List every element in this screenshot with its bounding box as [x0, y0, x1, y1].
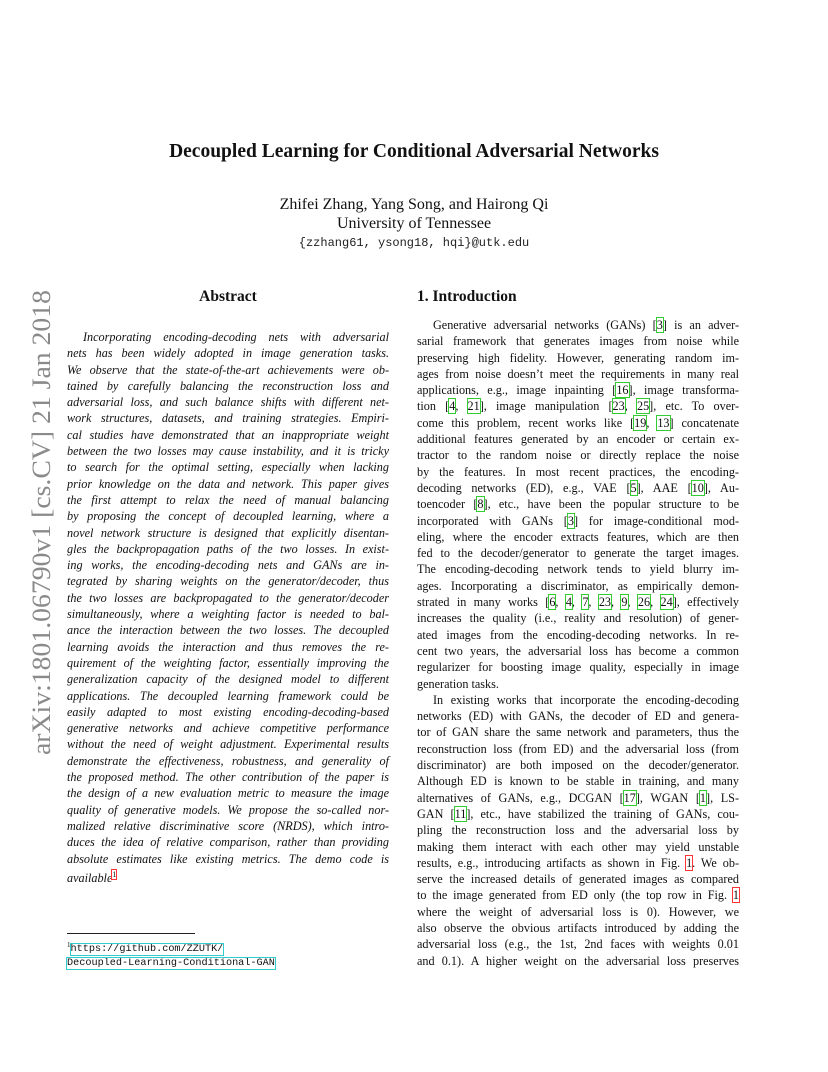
- abstract-line: generalization capacity of the designed model to different: [67, 672, 389, 687]
- introduction-heading: 1. Introduction: [417, 288, 517, 305]
- introduction-line: Although ED is known to be stable in training, and many: [417, 774, 739, 789]
- abstract-line: the first attempt to relax the need of manual balancing: [67, 492, 389, 507]
- footnote: [67, 938, 389, 971]
- citation-link[interactable]: 24: [660, 595, 673, 610]
- footnote-link[interactable]: https://github.com/ZZUTK/: [70, 944, 224, 956]
- abstract-line: without the need of weight adjustment. Experimental results: [67, 737, 389, 752]
- arxiv-id-text: arXiv:1801.06790v1 [cs.CV] 21 Jan 2018: [27, 318, 56, 755]
- abstract-line: simultaneously, where a weighting factor is needed to bal-: [67, 607, 389, 622]
- introduction-line: reconstruction loss (from ED) and the adversarial loss (from: [417, 741, 739, 756]
- introduction-line: also observe the obvious artifacts introduced by adding the: [417, 920, 739, 935]
- introduction-line: Generative adversarial networks (GANs) [3] is an adver-: [433, 318, 740, 332]
- introduction-line: pling the reconstruction loss and the adversarial loss by: [417, 823, 739, 838]
- abstract-line: the design of a new evaluation metric to measure the image: [67, 786, 389, 801]
- introduction-line: toencoder [8], etc., have been the popular structure to be: [417, 497, 739, 512]
- citation-link[interactable]: 3: [656, 318, 663, 332]
- author-emails: {zzhang61, ysong18, hqi}@utk.edu: [298, 236, 530, 250]
- citation-link[interactable]: 8: [477, 497, 484, 512]
- introduction-line: to the image generated from ED only (the top row in Fig. 1: [417, 888, 739, 903]
- introduction-line: ages. Incorporating a discriminator, as empirically demon-: [417, 578, 739, 593]
- abstract-line: the two losses are backpropagated to the generator/decoder: [67, 590, 389, 605]
- citation-link[interactable]: 10: [691, 480, 704, 495]
- citation-link[interactable]: 6: [549, 595, 556, 610]
- introduction-line: GAN [11], etc., have stabilized the training of GANs, cou-: [417, 806, 739, 821]
- abstract-body: [67, 329, 389, 886]
- introduction-line: making them interact with each other may yield unstable: [417, 839, 739, 854]
- introduction-line: adversarial loss (e.g., the 1st, 2nd faces with weights 0.01: [417, 937, 739, 952]
- abstract-heading: Abstract: [199, 288, 257, 305]
- introduction-line: The encoding-decoding network tends to yield blurry im-: [417, 562, 739, 577]
- introduction-line: regularizer for boosting image quality, especially in image: [417, 660, 739, 675]
- abstract-line: novel network structure is designed that explicitly disentan-: [67, 525, 389, 540]
- introduction-line: tion [4, 21], image manipulation [23, 25], etc. To over-: [417, 399, 740, 414]
- abstract-line: between the two losses may cause instability, and it is tricky: [67, 444, 389, 459]
- introduction-line: generation tasks.: [417, 676, 499, 691]
- introduction-line: tractor to the random noise or directly replace the noise: [417, 448, 739, 463]
- abstract-line: applications. The decoupled learning framework could be: [67, 688, 389, 703]
- author-list: Zhifei Zhang, Yang Song, and Hairong Qi: [279, 196, 549, 213]
- citation-link[interactable]: 16: [616, 383, 629, 398]
- introduction-line: by the features. In most recent practices, the encoding-: [417, 464, 739, 479]
- introduction-line: where the weight of adversarial loss is 0). However, we: [417, 904, 739, 919]
- abstract-line: tegrated by sharing weights on the generator/decoder, thus: [67, 574, 389, 589]
- introduction-line: strated in many works [6, 4, 7, 23, 9, 26, 24], effectively: [417, 595, 740, 610]
- citation-link[interactable]: 25: [636, 399, 650, 414]
- introduction-line: cent two years, the adversarial loss has become a common: [417, 643, 739, 658]
- introduction-line: sarial framework that generates images from noise while: [417, 334, 739, 349]
- introduction-line: alternatives of GANs, e.g., DCGAN [17], WGAN [1], LS-: [417, 790, 740, 805]
- figure-reference-link[interactable]: 1: [686, 855, 693, 870]
- introduction-line: increases the quality (i.e., reality and resolution) of gener-: [417, 611, 739, 626]
- introduction-line: additional features generated by an encoder or certain ex-: [417, 432, 739, 447]
- footnote-number: 1: [67, 941, 71, 949]
- abstract-line: available$^1$: [67, 869, 117, 885]
- abstract-line: We observe that the state-of-the-art achievements were ob-: [67, 362, 389, 377]
- abstract-line: learning avoids the interaction and thus removes the re-: [67, 639, 389, 654]
- introduction-line: incorporated with GANs [3] for image-conditional mod-: [417, 513, 740, 528]
- abstract-line: generative networks and achieve competitive performance: [67, 721, 389, 736]
- citation-link[interactable]: 5: [630, 480, 637, 495]
- introduction-line: serve the increased details of generated images as compared: [417, 872, 739, 887]
- introduction-line: applications, e.g., image inpainting [16], image transforma-: [417, 383, 739, 398]
- abstract-line: demonstrate the effectiveness, robustness, and generality of: [67, 753, 389, 768]
- abstract-line: quality of generative models. We propose the so-called nor-: [67, 802, 389, 817]
- introduction-line: come this problem, recent works like [19, 13] concatenate: [417, 415, 740, 430]
- abstract-line: easily adapted to most existing encoding-decoding-based: [67, 704, 389, 719]
- introduction-line: decoding networks (ED), e.g., VAE [5], AAE [10], Au-: [417, 480, 740, 495]
- citation-link[interactable]: 9: [621, 595, 628, 610]
- abstract-line: the proposed method. The other contribution of the paper is: [67, 770, 389, 785]
- citation-link[interactable]: 19: [634, 415, 647, 430]
- introduction-line: preserving high fidelity. However, generating random im-: [417, 350, 739, 365]
- citation-link[interactable]: 21: [467, 399, 480, 414]
- abstract-line: duces the idea of relative comparison, rather than providing: [67, 835, 389, 850]
- abstract-line: absolute estimates like existing metrics. The demo code is: [67, 851, 389, 866]
- citation-link[interactable]: 4: [449, 399, 456, 414]
- abstract-line: to search for the optimal setting, especially when lacking: [67, 460, 389, 475]
- citation-link[interactable]: 1: [699, 790, 706, 805]
- abstract-line: tained by carefully balancing the reconstruction loss and: [67, 378, 389, 393]
- abstract-line: gles the backpropagation paths of the two losses. In exist-: [67, 541, 389, 556]
- citation-link[interactable]: 26: [637, 595, 651, 610]
- arxiv-identifier: [14, 290, 62, 760]
- introduction-line: discriminator) are both imposed on the decoder/generator.: [417, 758, 739, 773]
- citation-link[interactable]: 23: [598, 595, 611, 610]
- abstract-line: adversarial loss, and such balance shifts with different net-: [67, 395, 389, 410]
- abstract-line: work structures, datasets, and training strategies. Empiri-: [67, 411, 389, 426]
- introduction-line: eling, where the encoder extracts features, which are then: [417, 529, 739, 544]
- citation-link[interactable]: 7: [582, 595, 589, 610]
- abstract-line: by proposing the concept of decoupled learning, where a: [67, 509, 389, 524]
- citation-link[interactable]: 17: [623, 790, 636, 805]
- introduction-line: ages from noise doesn’t meet the requirements in many real: [417, 366, 739, 381]
- abstract-line: ing works, the encoding-decoding nets and GANs are in-: [67, 558, 389, 573]
- affiliation: University of Tennessee: [336, 215, 492, 232]
- introduction-line: ated images from the encoding-decoding networks. In re-: [417, 627, 739, 642]
- abstract-line: malized relative discriminative score (NRDS), which intro-: [67, 818, 389, 833]
- figure-reference-link[interactable]: 1: [732, 888, 739, 903]
- citation-link[interactable]: 23: [612, 399, 625, 414]
- introduction-line: In existing works that incorporate the encoding-decoding: [433, 692, 739, 707]
- citation-link[interactable]: 13: [657, 415, 670, 430]
- abstract-line: nets has been widely adopted in image generation tasks.: [67, 346, 389, 361]
- paper-title: Decoupled Learning for Conditional Adversarial Networks: [169, 141, 659, 162]
- abstract-line: Incorporating encoding-decoding nets with adversarial: [83, 330, 389, 344]
- footnote-link-continued[interactable]: Decoupled-Learning-Conditional-GAN: [67, 958, 275, 970]
- introduction-body: [417, 317, 739, 969]
- citation-link[interactable]: 11: [454, 806, 467, 821]
- introduction-line: fed to the decoder/generator to generate the target images.: [417, 546, 739, 561]
- introduction-line: tor of GAN share the same network and parameters, thus the: [417, 725, 739, 740]
- citation-link[interactable]: 4: [565, 595, 572, 610]
- abstract-line: cal studies have demonstrated that an inappropriate weight: [67, 427, 389, 442]
- abstract-line: prior knowledge on the data and network. This paper gives: [67, 476, 389, 491]
- citation-link[interactable]: 3: [567, 513, 574, 528]
- abstract-line: quirement of the weighting factor, essentially improving the: [67, 655, 389, 670]
- introduction-line: networks (ED) with GANs, the decoder of ED and genera-: [417, 709, 739, 724]
- footnote-marker[interactable]: 1: [112, 869, 117, 879]
- footnote-rule: [67, 933, 195, 934]
- introduction-line: and 0.1). A higher weight on the adversarial loss preserves: [417, 953, 739, 968]
- abstract-line: ance the interaction between the two losses. The decoupled: [67, 623, 389, 638]
- introduction-line: results, e.g., introducing artifacts as shown in Fig. 1. We ob-: [417, 855, 739, 870]
